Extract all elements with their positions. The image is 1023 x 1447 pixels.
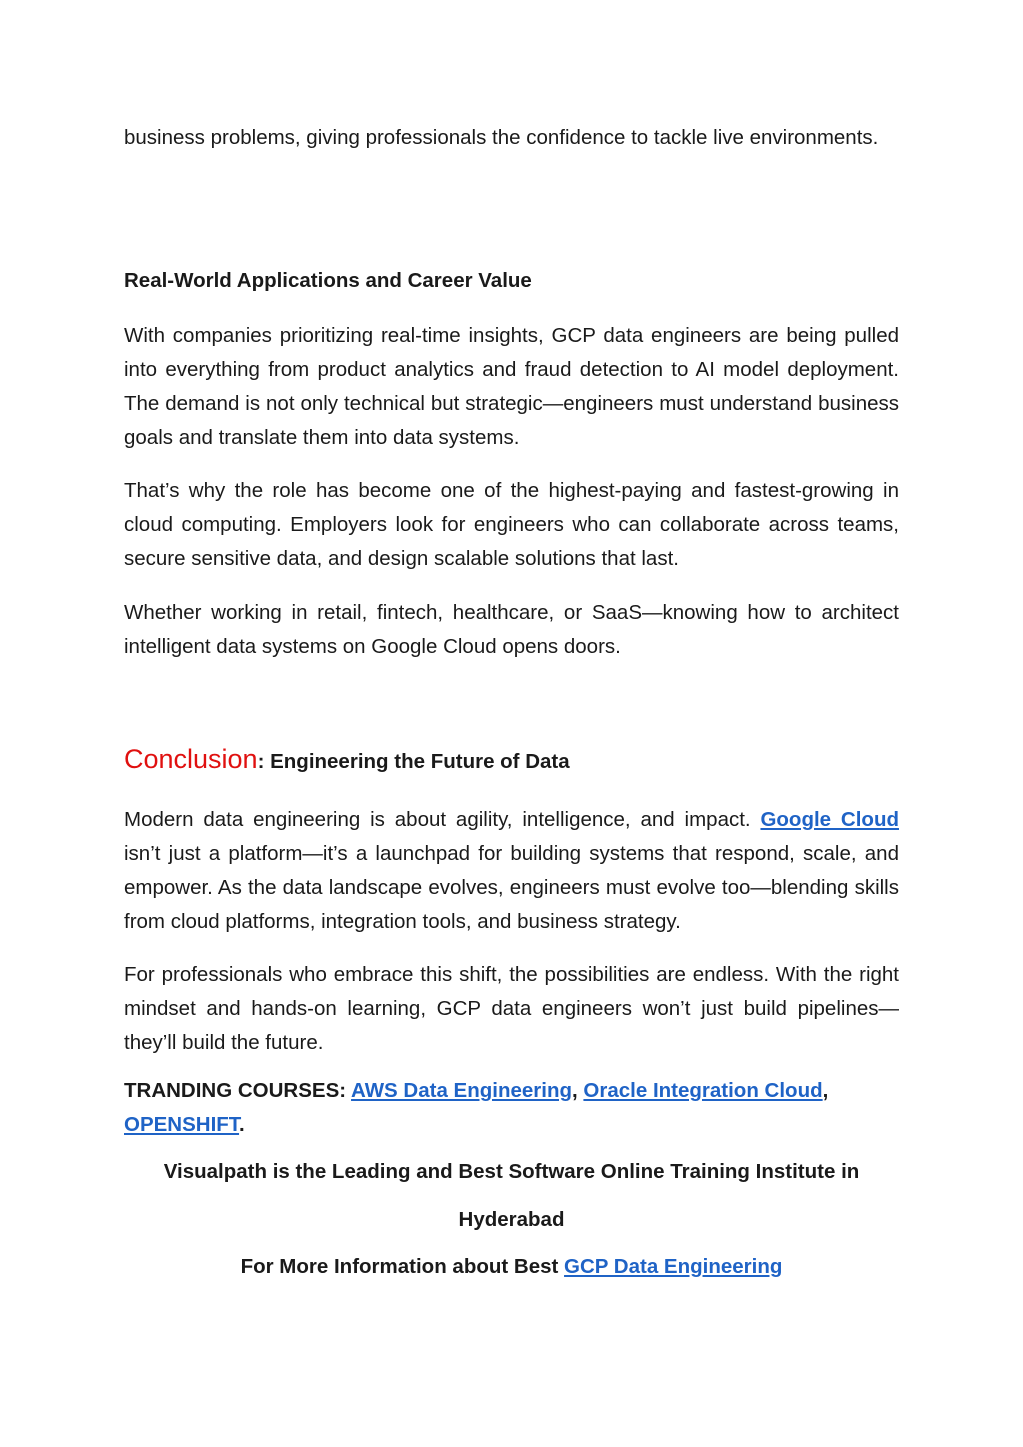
oracle-integration-cloud-link[interactable]: Oracle Integration Cloud	[583, 1079, 823, 1102]
openshift-link[interactable]: OPENSHIFT	[124, 1113, 240, 1136]
trending-courses	[124, 1074, 899, 1142]
conclusion-heading	[124, 742, 570, 779]
conclusion-paragraph-2: For professionals who embrace this shift, the possibilities are endless. With the right mindset and hands-on learning, GCP data engineers won’t just build pipelines—they’ll build the future.	[124, 963, 899, 1054]
trending-label: TRANDING COURSES:	[124, 1079, 352, 1102]
conclusion-title: Conclusion	[124, 744, 258, 774]
footer-line-2: Hyderabad	[458, 1208, 565, 1231]
conclusion-paragraph-1	[124, 803, 899, 939]
google-cloud-link[interactable]: Google Cloud	[760, 808, 899, 831]
footer-line-1: Visualpath is the Leading and Best Software Online Training Institute in	[163, 1160, 860, 1183]
section-heading-real-world: Real-World Applications and Career Value	[124, 269, 532, 292]
footer-line-3	[124, 1250, 899, 1284]
real-world-paragraph-3: Whether working in retail, fintech, healthcare, or SaaS—knowing how to architect intelligent data systems on Google Cloud opens doors.	[124, 601, 899, 658]
intro-paragraph: business problems, giving professionals the confidence to tackle live environments.	[124, 126, 879, 149]
aws-data-engineering-link[interactable]: AWS Data Engineering	[351, 1079, 573, 1102]
gcp-data-engineering-link[interactable]: GCP Data Engineering	[564, 1255, 783, 1278]
footer-line-3-text: For More Information about Best	[240, 1255, 565, 1278]
conclusion-subtitle: : Engineering the Future of Data	[257, 750, 570, 773]
trending-end: .	[239, 1113, 245, 1136]
real-world-paragraph-2: That’s why the role has become one of the highest-paying and fastest-growing in cloud computing. Employers look for engineers who can collaborate across teams, secure sensitive data, and design scalable solutions that last.	[124, 479, 899, 570]
trending-separator-1: ,	[572, 1079, 584, 1102]
trending-separator-2: ,	[822, 1079, 829, 1102]
real-world-paragraph-1: With companies prioritizing real-time insights, GCP data engineers are being pulled into everything from product analytics and fraud detection to AI model deployment. The demand is not only technical but strategic—engineers must understand business goals and translate them into data systems.	[124, 324, 899, 449]
conclusion-p1-before: Modern data engineering is about agility, intelligence, and impact.	[124, 808, 761, 831]
conclusion-p1-after: isn’t just a platform—it’s a launchpad for building systems that respond, scale, and empower. As the data landscape evolves, engineers must evolve too—blending skills from cloud platforms, integration tools, and business strategy.	[124, 842, 899, 933]
